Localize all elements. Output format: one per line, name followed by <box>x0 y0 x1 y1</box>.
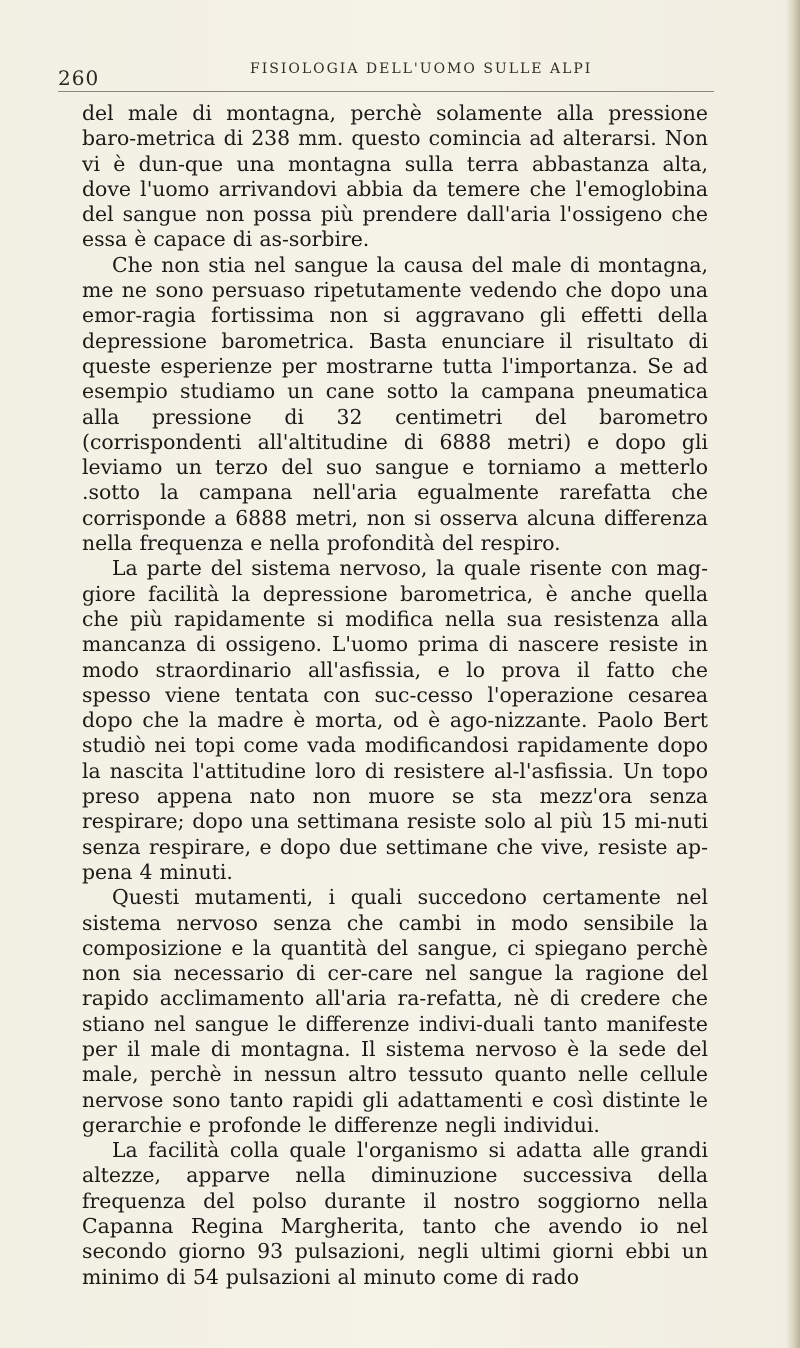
header-rule <box>58 91 714 92</box>
paragraph-mutations: Questi mutamenti, i quali succedono certamente nel sistema nervoso senza che cambi in modo sensibile la composizione e la quantità del sangue, ci spiegano perchè non sia necessario di cer-care nel sangue la ragione del rapido acclimamento all'aria ra-refatta, nè di credere che stiano nel sangue le differenze indivi-duali tanto manifeste per il male di montagna. Il sistema nervoso è la sede del male, perchè in nessun altro tessuto quanto nelle cellule nervose sono tanto rapidi gli adattamenti e così distinte le gerarchie e profonde le differenze negli individui. <box>82 885 708 1137</box>
paragraph-adaptation: La facilità colla quale l'organismo si adatta alle grandi altezze, apparve nella diminuzione successiva della frequenza del polso durante il nostro soggiorno nella Capanna Regina Margherita, tanto che avendo io nel secondo giorno 93 pulsazioni, negli ultimi giorni ebbi un minimo di 54 pulsazioni al minuto come di rado <box>82 1138 708 1289</box>
page-number: 260 <box>58 66 100 90</box>
body-text <box>82 101 708 1290</box>
paragraph-nervous-system: La parte del sistema nervoso, la quale risente con mag-giore facilità la depressione barometrica, è anche quella che più rapidamente si modifica nella sua resistenza alla mancanza di ossigeno. L'uomo prima di nascere resiste in modo straordinario all'asfissia, e lo prova il fatto che spesso viene tentata con suc-cesso l'operazione cesarea dopo che la madre è morta, od è ago-nizzante. Paolo Bert studiò nei topi come vada modificandosi rapidamente dopo la nascita l'attitudine loro di resistere al-l'asfissia. Un topo preso appena nato non muore se sta mezz'ora senza respirare; dopo una settimana resiste solo al più 15 mi-nuti senza respirare, e dopo due settimane che vive, resiste ap-pena 4 minuti. <box>82 556 708 884</box>
paragraph-blood-cause: Che non stia nel sangue la causa del male di montagna, me ne sono persuaso ripetutamente vedendo che dopo una emor-ragia fortissima non si aggravano gli effetti della depressione barometrica. Basta enunciare il risultato di queste esperienze per mostrarne tutta l'importanza. Se ad esempio studiamo un cane sotto la campana pneumatica alla pressione di 32 centimetri del barometro (corrispondenti all'altitudine di 6888 metri) e dopo gli leviamo un terzo del suo sangue e torniamo a metterlo .sotto la campana nell'aria egualmente rarefatta che corrisponde a 6888 metri, non si osserva alcuna differenza nella frequenza e nella profondità del respiro. <box>82 252 708 556</box>
running-title: FISIOLOGIA DELL'UOMO SULLE ALPI <box>250 61 593 77</box>
paragraph-continuation: del male di montagna, perchè solamente alla pressione baro-metrica di 238 mm. questo comincia ad alterarsi. Non vi è dun-que una montagna sulla terra abbastanza alta, dove l'uomo arrivandovi abbia da temere che l'emoglobina del sangue non possa più prendere dall'aria l'ossigeno che essa è capace di as-sorbire. <box>82 101 708 252</box>
page-header <box>58 50 740 88</box>
page-edge-shadow <box>786 0 800 1348</box>
